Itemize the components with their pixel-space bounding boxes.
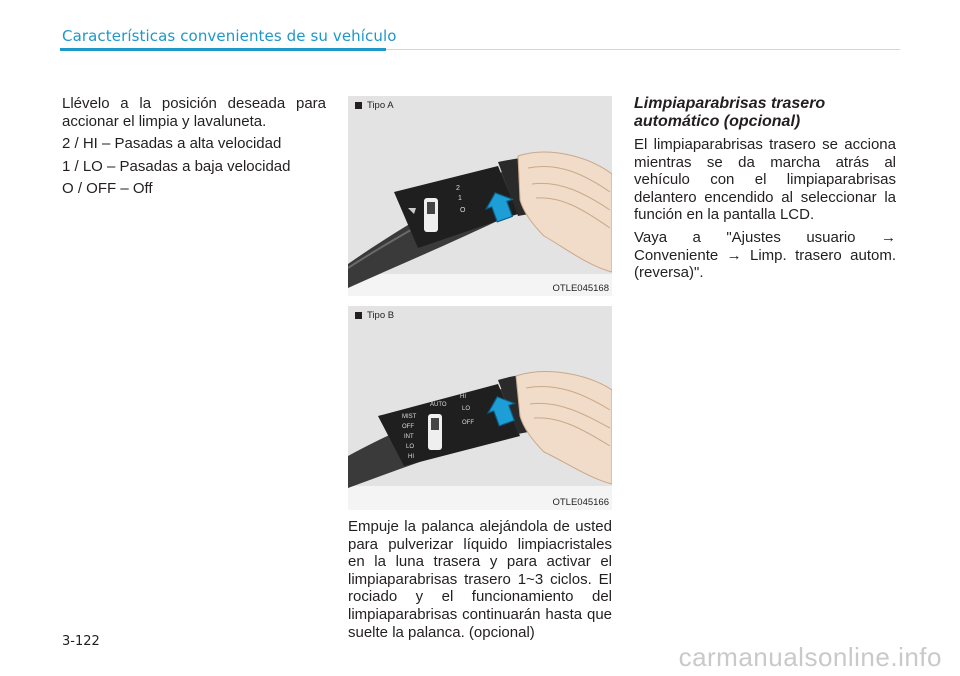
paragraph: El limpiaparabrisas trasero se acciona mientras se da marcha atrás al vehículo con el limpiaparabrisas delantero encendido al seleccionar la función en la pantalla LCD.: [634, 136, 896, 224]
paragraph: Llévelo a la posición deseada para accionar el limpia y lavaluneta.: [62, 95, 326, 130]
column-right: [634, 95, 896, 287]
bullet-square-icon: [355, 102, 362, 109]
lever-mark: OFF: [402, 424, 414, 430]
paragraph: 1 / LO – Pasadas a baja velocidad: [62, 157, 291, 175]
column-middle-text: [348, 518, 612, 646]
figure-code: OTLE045166: [552, 497, 609, 508]
watermark: carmanualsonline.info: [678, 642, 942, 672]
figure-label-text: Tipo A: [367, 100, 394, 111]
lever-mark: AUTO: [430, 402, 447, 408]
figure-label: [355, 100, 394, 111]
lever-mark: 2: [456, 185, 460, 192]
page-number: 3-122: [62, 634, 100, 649]
bullet-square-icon: [355, 312, 362, 319]
lever-mark: HI: [408, 454, 414, 460]
lever-mark: LO: [406, 444, 415, 450]
paragraph: Empuje la palanca alejándola de usted para pulverizar líquido limpiacristales en la luna trasera y para activar el limpiaparabrisas trasero 1~3 ciclos. El rociado y el funcionamiento del limpiaparabrisas continuarán hasta que suelte la palanca. (opcional): [348, 518, 612, 641]
paragraph: 2 / HI – Pasadas a alta velocidad: [62, 135, 282, 153]
lever-mark: INT: [404, 434, 414, 440]
section-title: Características convenientes de su vehículo: [62, 27, 397, 45]
wiper-lever-illustration-b: [348, 306, 612, 510]
figure-label: [355, 310, 394, 321]
lever-mark: HI: [460, 394, 466, 400]
wiper-lever-illustration-a: [348, 96, 612, 296]
lever-mark: 1: [458, 195, 462, 202]
paragraph: O / OFF – Off: [62, 180, 153, 198]
lever-mark: MIST: [402, 414, 417, 420]
lever-mark: OFF: [462, 420, 474, 426]
figure-type-a: [348, 96, 612, 296]
lever-mark: LO: [462, 406, 471, 412]
section-title-underline: [60, 48, 386, 51]
figure-type-b: [348, 306, 612, 510]
paragraph: Vaya a "Ajustes usuario → Conveniente → Limp. trasero autom. (reversa)".: [634, 228, 896, 282]
subsection-heading: Limpiaparabrisas trasero automático (opcional): [634, 95, 826, 130]
lever-mark: O: [460, 207, 466, 214]
header-divider: [386, 49, 900, 50]
column-left: [62, 95, 326, 203]
figure-label-text: Tipo B: [367, 310, 395, 321]
figure-code: OTLE045168: [552, 283, 609, 294]
